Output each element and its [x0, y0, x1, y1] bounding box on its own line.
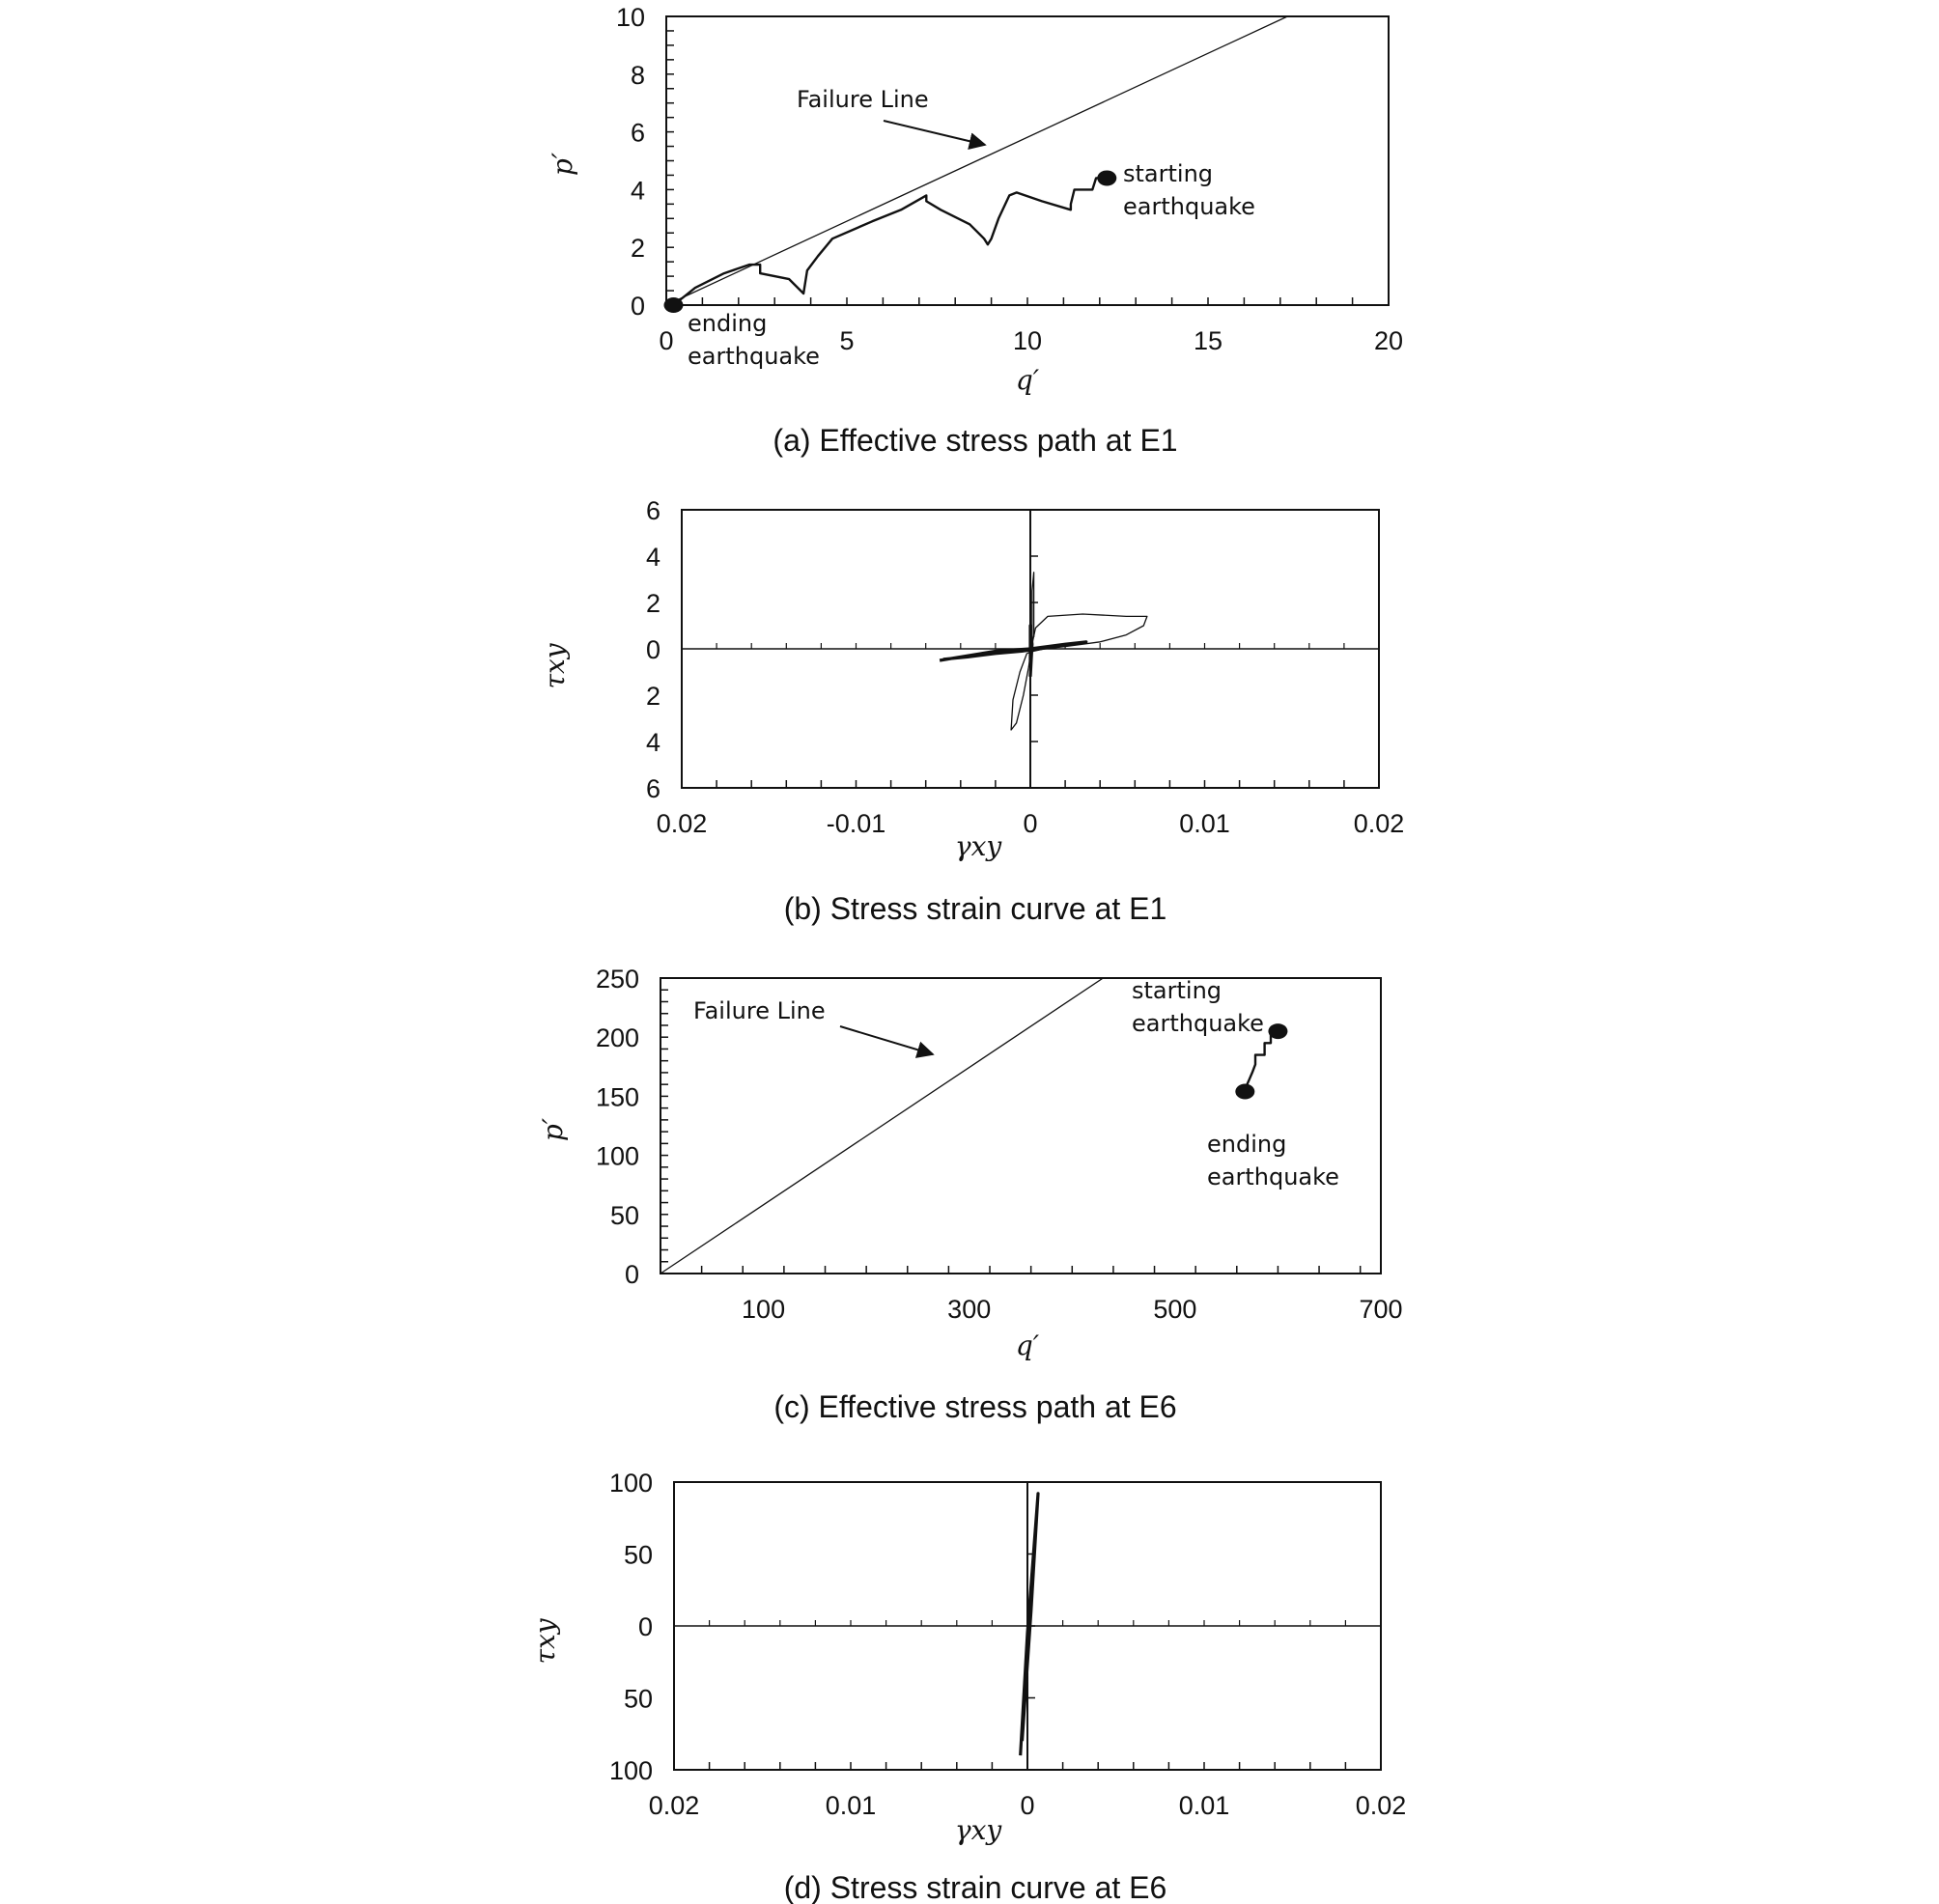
end-label-line1-a: ending [688, 310, 768, 337]
series-group-d [1021, 1494, 1038, 1755]
ticks-d [609, 1469, 1406, 1820]
x-tick-label: 0.02 [648, 1791, 700, 1820]
stress-path-line [674, 178, 1108, 305]
x-tick-label: 0.02 [1353, 809, 1405, 838]
end-label-line2-c: earthquake [1207, 1163, 1339, 1190]
y-axis-label-a: p′ [547, 152, 578, 177]
y-tick-label: 4 [645, 543, 660, 572]
caption-c: (c) Effective stress path at E6 [773, 1389, 1177, 1424]
stress-path-line [1245, 1031, 1278, 1091]
x-axis-label-b: γxy [954, 830, 1002, 862]
y-tick-label: 50 [623, 1540, 653, 1570]
y-tick-label: 50 [623, 1684, 653, 1714]
y-tick-label: 100 [595, 1141, 639, 1171]
failure-line-label-c: Failure Line [693, 997, 826, 1024]
end-point-marker [1235, 1084, 1254, 1100]
caption-a: (a) Effective stress path at E1 [773, 423, 1178, 458]
y-tick-label: 0 [624, 1260, 639, 1289]
x-tick-label: 0.01 [1178, 1791, 1230, 1820]
failure-line-annotation-a [797, 86, 985, 145]
x-tick-label: 0 [659, 326, 674, 355]
x-tick-label: 700 [1359, 1295, 1403, 1324]
y-tick-label: 4 [645, 728, 660, 757]
caption-d: (d) Stress strain curve at E6 [783, 1870, 1167, 1904]
series-group-b [940, 573, 1147, 730]
x-tick-label: 20 [1373, 326, 1404, 355]
failure-line-annotation-c [693, 997, 933, 1054]
start-annotation-a [1123, 160, 1255, 220]
y-axis-label-d: τxy [529, 1618, 561, 1665]
x-tick-label: 15 [1193, 326, 1223, 355]
chart-panel-d [529, 1469, 1406, 1904]
start-label-line2-c: earthquake [1132, 1010, 1264, 1037]
y-tick-label: 0 [637, 1612, 653, 1641]
y-tick-label: 2 [645, 589, 660, 618]
start-label-line1-c: starting [1132, 977, 1222, 1004]
x-tick-label: 300 [947, 1295, 992, 1324]
caption-b: (b) Stress strain curve at E1 [783, 891, 1167, 926]
failure-line-arrow-a [884, 121, 985, 145]
x-tick-label: 0.02 [656, 809, 708, 838]
ticks-a [616, 3, 1403, 355]
hysteresis-loop-dense [940, 642, 1086, 660]
y-tick-label: 100 [608, 1756, 653, 1785]
end-point-marker [663, 297, 683, 313]
chart-panel-c [537, 965, 1403, 1424]
x-axis-label-d: γxy [954, 1814, 1002, 1846]
start-annotation-c [1132, 977, 1264, 1037]
chart-panel-b [539, 496, 1404, 926]
chart-panel-a [547, 3, 1403, 458]
y-tick-label: 150 [595, 1082, 639, 1112]
end-label-line2-a: earthquake [688, 343, 820, 370]
y-tick-label: 10 [615, 3, 645, 32]
x-tick-label: 0.01 [1179, 809, 1230, 838]
y-tick-label: 0 [630, 292, 645, 321]
x-tick-label: 500 [1153, 1295, 1197, 1324]
y-axis-label-b: τxy [539, 643, 571, 689]
y-tick-label: 6 [630, 118, 645, 148]
y-tick-label: 2 [630, 234, 645, 264]
x-tick-label: 0 [1020, 1791, 1035, 1820]
y-tick-label: 200 [595, 1023, 639, 1053]
x-tick-label: 5 [839, 326, 855, 355]
plot-area-a [666, 16, 1389, 305]
start-point-marker [1097, 170, 1116, 185]
y-tick-label: 8 [630, 60, 645, 90]
x-tick-label: 10 [1012, 326, 1043, 355]
y-axis-label-c: p′ [537, 1117, 569, 1142]
failure-line-label-a: Failure Line [797, 86, 929, 113]
y-tick-label: 6 [645, 774, 660, 803]
y-tick-label: 6 [645, 496, 660, 525]
start-label-line1-a: starting [1123, 160, 1214, 187]
x-tick-label: 0 [1023, 809, 1038, 838]
ticks-b [646, 496, 1404, 838]
x-axis-label-a: q′ [1015, 364, 1040, 396]
y-tick-label: 0 [645, 635, 660, 664]
x-tick-label: -0.01 [826, 809, 886, 838]
y-tick-label: 250 [595, 965, 639, 994]
start-point-marker [1268, 1023, 1287, 1039]
failure-line-arrow-c [840, 1026, 933, 1054]
hysteresis-loop-dense [1030, 626, 1032, 677]
x-tick-label: 100 [742, 1295, 786, 1324]
end-annotation-a [688, 310, 820, 370]
x-tick-label: 0.01 [825, 1791, 877, 1820]
start-label-line2-a: earthquake [1123, 193, 1255, 220]
x-tick-label: 0.02 [1355, 1791, 1407, 1820]
hysteresis-loop-dense [1021, 1494, 1038, 1755]
y-tick-label: 2 [645, 682, 660, 711]
y-tick-label: 50 [609, 1200, 639, 1230]
end-annotation-c [1207, 1131, 1339, 1190]
end-label-line1-c: ending [1207, 1131, 1287, 1158]
y-tick-label: 100 [608, 1469, 653, 1498]
y-tick-label: 4 [630, 176, 645, 206]
x-axis-label-c: q′ [1015, 1330, 1040, 1361]
